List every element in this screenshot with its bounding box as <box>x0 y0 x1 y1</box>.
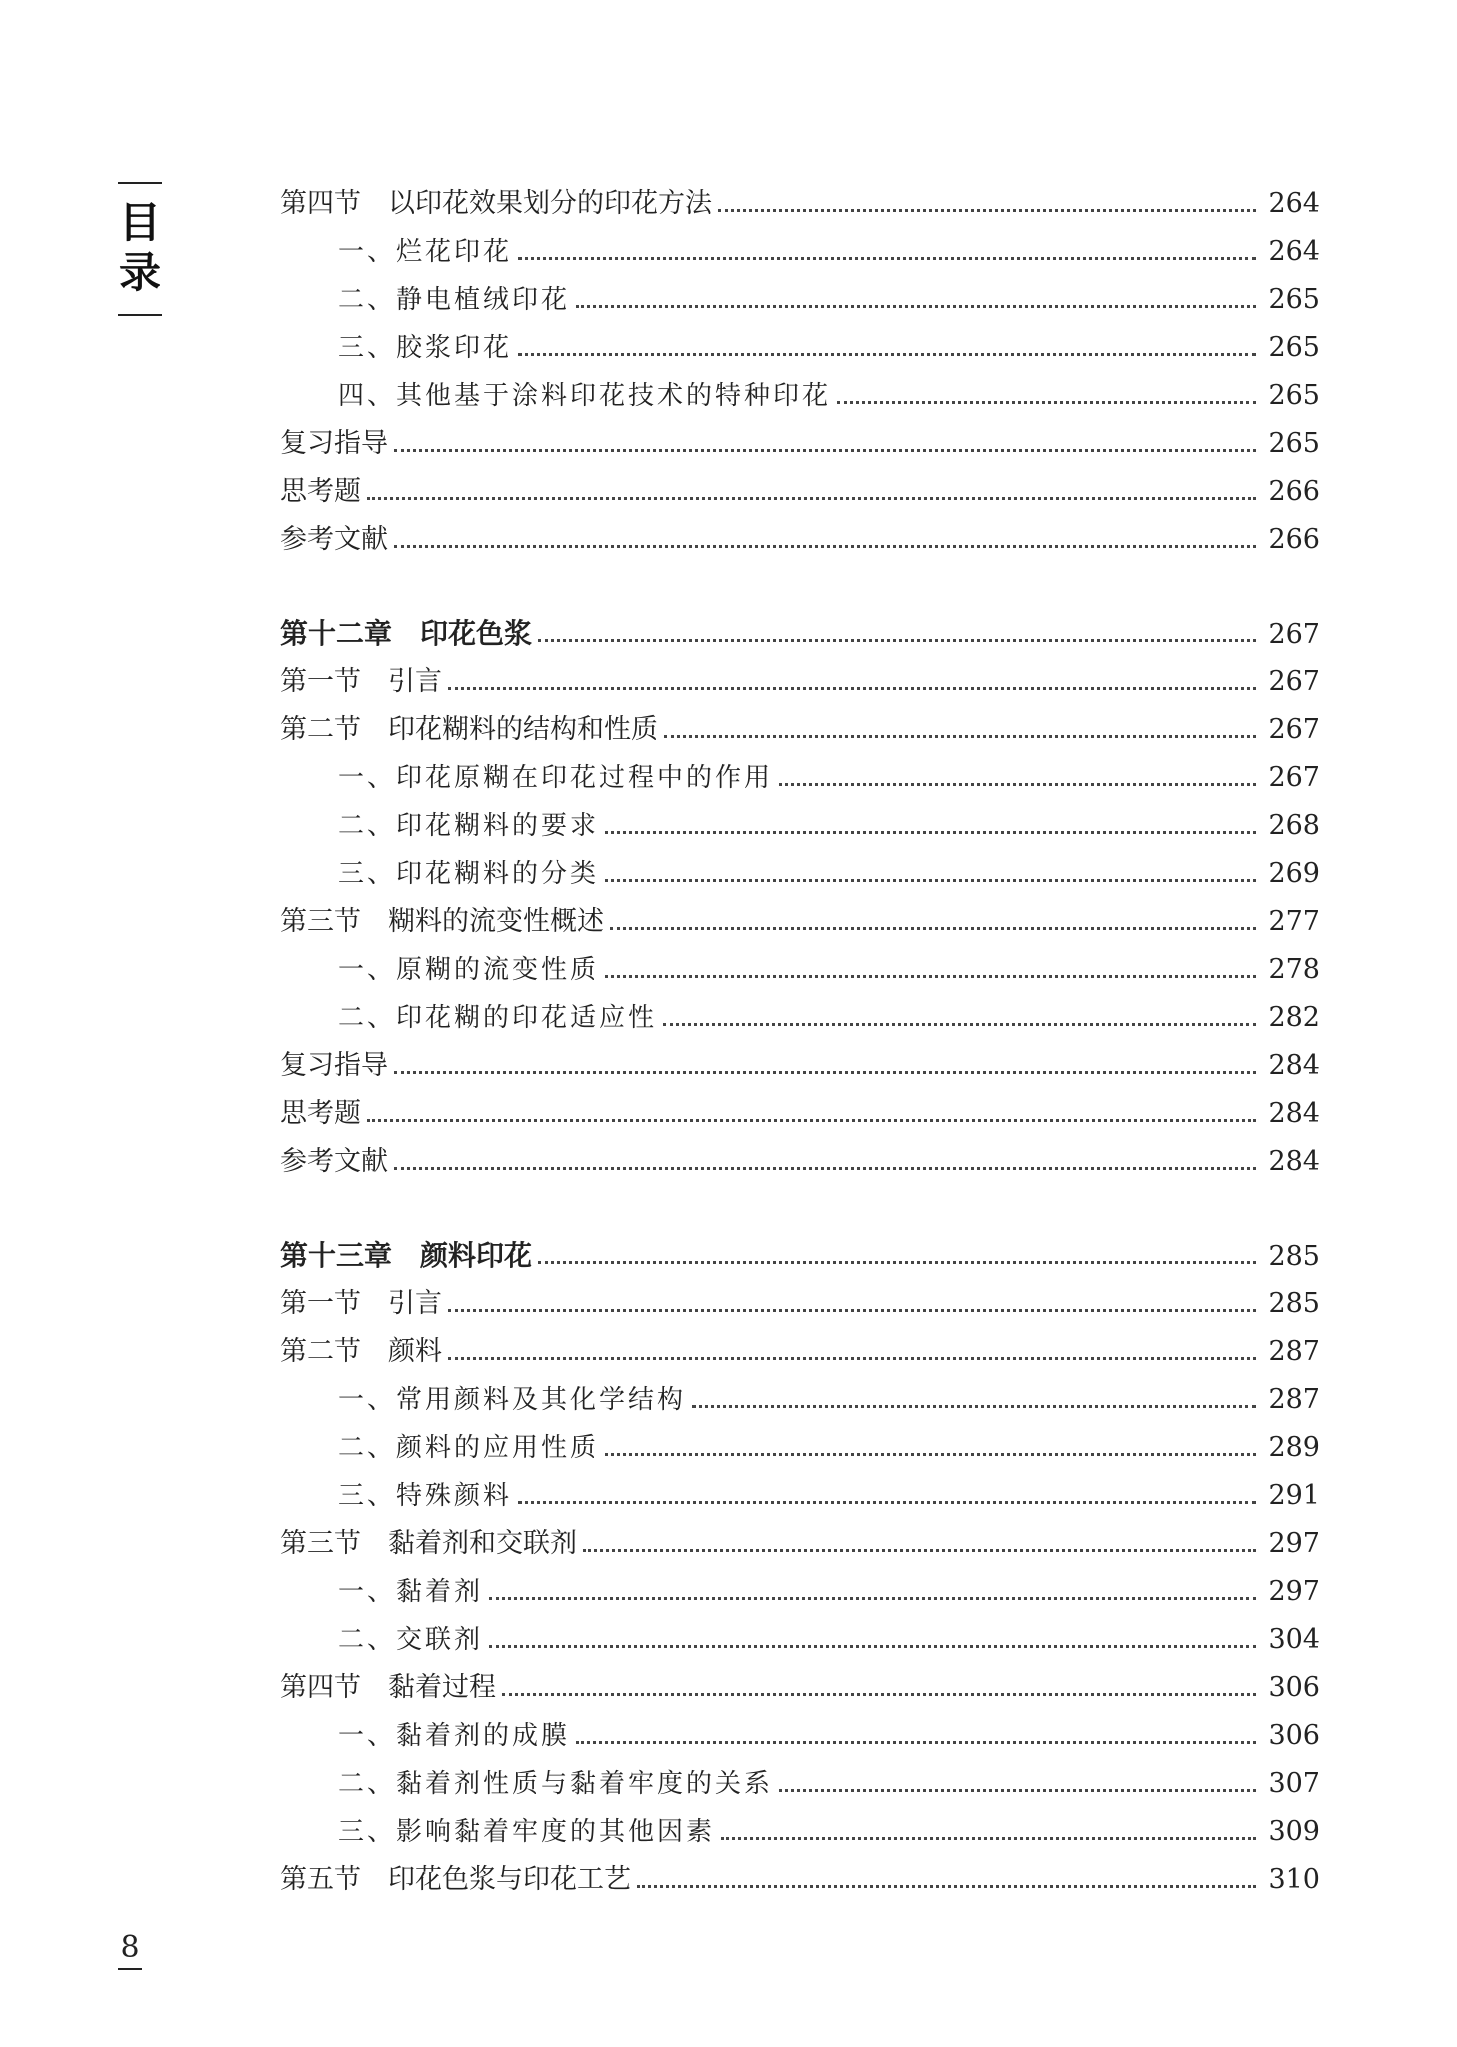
dot-leader <box>664 735 1256 738</box>
dot-leader <box>367 497 1256 500</box>
toc-section-entry[interactable] <box>280 516 1320 564</box>
dot-leader <box>605 831 1256 834</box>
toc-entry-page: 264 <box>1268 236 1320 267</box>
dot-leader <box>538 1261 1256 1264</box>
dot-leader <box>394 1167 1256 1170</box>
toc-entry-page: 277 <box>1268 906 1320 937</box>
toc-entry-page: 309 <box>1268 1816 1320 1847</box>
toc-subsection-entry[interactable] <box>280 1472 1320 1520</box>
toc-entry-title: 思考题 <box>280 1098 361 1129</box>
toc-subsection-entry[interactable] <box>280 228 1320 276</box>
toc-entry-title: 第四节 以印花效果划分的印花方法 <box>280 188 712 219</box>
toc-entry-title: 参考文献 <box>280 1146 388 1177</box>
toc-subsection-entry[interactable] <box>280 994 1320 1042</box>
toc-entry-page: 287 <box>1268 1384 1320 1415</box>
toc-section-entry[interactable] <box>280 180 1320 228</box>
toc-entry-page: 269 <box>1268 858 1320 889</box>
dot-leader <box>576 1741 1256 1744</box>
dot-leader <box>518 257 1256 260</box>
toc-entry-title: 第二节 颜料 <box>280 1336 442 1367</box>
toc-entry-title: 第十二章 印花色浆 <box>280 617 533 650</box>
toc-chapter-entry[interactable] <box>280 1232 1320 1280</box>
dot-leader <box>605 975 1256 978</box>
toc-section-entry[interactable] <box>280 898 1320 946</box>
toc-entry-title: 第三节 糊料的流变性概述 <box>280 906 604 937</box>
toc-entry-page: 265 <box>1268 284 1320 315</box>
toc-entry-page: 265 <box>1268 428 1320 459</box>
toc-entry-page: 287 <box>1268 1336 1320 1367</box>
toc-subsection-entry[interactable] <box>280 276 1320 324</box>
toc-section-entry[interactable] <box>280 706 1320 754</box>
toc-section-entry[interactable] <box>280 1280 1320 1328</box>
toc-entry-title: 参考文献 <box>280 524 388 555</box>
toc-entry-title: 第十三章 颜料印花 <box>280 1239 533 1272</box>
dot-leader <box>394 449 1256 452</box>
dot-leader <box>605 1453 1256 1456</box>
toc-entry-page: 267 <box>1268 714 1320 745</box>
toc-entry-page: 266 <box>1268 476 1320 507</box>
toc-entry-page: 307 <box>1268 1768 1320 1799</box>
toc-entry-page: 304 <box>1268 1624 1320 1655</box>
toc-section-entry[interactable] <box>280 1856 1320 1904</box>
toc-subsection-entry[interactable] <box>280 1760 1320 1808</box>
toc-entry-title: 三、特殊颜料 <box>338 1481 513 1511</box>
dot-leader <box>448 687 1256 690</box>
section-gap <box>280 1186 1320 1232</box>
toc-subsection-entry[interactable] <box>280 1568 1320 1616</box>
dot-leader <box>538 639 1256 642</box>
dot-leader <box>518 353 1256 356</box>
toc-entry-page: 289 <box>1268 1432 1320 1463</box>
toc-entry-page: 282 <box>1268 1002 1320 1033</box>
toc-chapter-entry[interactable] <box>280 610 1320 658</box>
toc-entry-title: 一、烂花印花 <box>338 237 513 267</box>
toc-entry-title: 复习指导 <box>280 1050 388 1081</box>
dot-leader <box>502 1693 1256 1696</box>
toc-subsection-entry[interactable] <box>280 1616 1320 1664</box>
toc-subsection-entry[interactable] <box>280 802 1320 850</box>
toc-entry-title: 二、交联剂 <box>338 1625 484 1655</box>
toc-entry-page: 265 <box>1268 380 1320 411</box>
toc-entry-page: 297 <box>1268 1528 1320 1559</box>
toc-entry-page: 267 <box>1268 762 1320 793</box>
toc-entry-title: 三、影响黏着牢度的其他因素 <box>338 1817 716 1847</box>
toc-entry-page: 310 <box>1268 1864 1320 1895</box>
toc-entry-title: 三、胶浆印花 <box>338 333 513 363</box>
toc-entry-title: 二、黏着剂性质与黏着牢度的关系 <box>338 1769 774 1799</box>
toc-entry-page: 285 <box>1268 1241 1320 1272</box>
dot-leader <box>663 1023 1256 1026</box>
dot-leader <box>448 1309 1256 1312</box>
toc-entry-page: 284 <box>1268 1050 1320 1081</box>
toc-entry-title: 四、其他基于涂料印花技术的特种印花 <box>338 381 832 411</box>
dot-leader <box>394 1071 1256 1074</box>
page-number: 8 <box>118 1930 142 1970</box>
toc-entry-page: 266 <box>1268 524 1320 555</box>
toc-entry-page: 285 <box>1268 1288 1320 1319</box>
toc-subsection-entry[interactable] <box>280 1376 1320 1424</box>
dot-leader <box>448 1357 1256 1360</box>
toc-entry-page: 284 <box>1268 1098 1320 1129</box>
toc-side-title <box>118 182 162 316</box>
toc-subsection-entry[interactable] <box>280 850 1320 898</box>
dot-leader <box>605 879 1256 882</box>
toc-entry-page: 278 <box>1268 954 1320 985</box>
toc-section-entry[interactable] <box>280 1138 1320 1186</box>
toc-entry-title: 一、原糊的流变性质 <box>338 955 600 985</box>
toc-subsection-entry[interactable] <box>280 1712 1320 1760</box>
toc-entry-page: 297 <box>1268 1576 1320 1607</box>
dot-leader <box>610 927 1256 930</box>
toc-subsection-entry[interactable] <box>280 1424 1320 1472</box>
toc-subsection-entry[interactable] <box>280 324 1320 372</box>
dot-leader <box>394 545 1256 548</box>
toc-subsection-entry[interactable] <box>280 1808 1320 1856</box>
toc-entry-title: 第三节 黏着剂和交联剂 <box>280 1528 577 1559</box>
section-gap <box>280 564 1320 610</box>
toc-entry-page: 306 <box>1268 1672 1320 1703</box>
toc-subsection-entry[interactable] <box>280 372 1320 420</box>
toc-entry-title: 一、常用颜料及其化学结构 <box>338 1385 687 1415</box>
toc-entry-title: 第五节 印花色浆与印花工艺 <box>280 1864 631 1895</box>
dot-leader <box>367 1119 1256 1122</box>
toc-entry-page: 265 <box>1268 332 1320 363</box>
toc-section-entry[interactable] <box>280 420 1320 468</box>
toc-entry-page: 267 <box>1268 666 1320 697</box>
toc-section-entry[interactable] <box>280 1090 1320 1138</box>
toc-entry-page: 264 <box>1268 188 1320 219</box>
dot-leader <box>779 783 1256 786</box>
toc-entry-title: 第一节 引言 <box>280 666 442 697</box>
dot-leader <box>489 1645 1256 1648</box>
toc-entry-page: 267 <box>1268 619 1320 650</box>
toc-entry-title: 二、印花糊料的要求 <box>338 811 600 841</box>
toc-entry-title: 第二节 印花糊料的结构和性质 <box>280 714 658 745</box>
dot-leader <box>718 209 1256 212</box>
toc-section-entry[interactable] <box>280 468 1320 516</box>
side-title-char-2: 录 <box>118 248 161 297</box>
toc-entry-title: 第四节 黏着过程 <box>280 1672 496 1703</box>
toc-entry-title: 一、印花原糊在印花过程中的作用 <box>338 763 774 793</box>
toc-section-entry[interactable] <box>280 658 1320 706</box>
dot-leader <box>637 1885 1256 1888</box>
toc-entry-title: 思考题 <box>280 476 361 507</box>
toc-entry-title: 复习指导 <box>280 428 388 459</box>
toc-entry-title: 二、静电植绒印花 <box>338 285 571 315</box>
dot-leader <box>692 1405 1256 1408</box>
dot-leader <box>489 1597 1256 1600</box>
dot-leader <box>837 401 1256 404</box>
toc-entry-page: 291 <box>1268 1480 1320 1511</box>
toc-entry-title: 三、印花糊料的分类 <box>338 859 600 889</box>
toc-entry-title: 第一节 引言 <box>280 1288 442 1319</box>
dot-leader <box>583 1549 1256 1552</box>
dot-leader <box>721 1837 1256 1840</box>
toc-section-entry[interactable] <box>280 1042 1320 1090</box>
side-title-char-1: 目 <box>118 198 161 247</box>
dot-leader <box>518 1501 1256 1504</box>
toc-entry-page: 306 <box>1268 1720 1320 1751</box>
toc-subsection-entry[interactable] <box>280 754 1320 802</box>
toc-section-entry[interactable] <box>280 1664 1320 1712</box>
toc-subsection-entry[interactable] <box>280 946 1320 994</box>
dot-leader <box>779 1789 1256 1792</box>
table-of-contents <box>280 180 1320 1904</box>
dot-leader <box>576 305 1256 308</box>
toc-entry-title: 二、印花糊的印花适应性 <box>338 1003 658 1033</box>
toc-entry-page: 268 <box>1268 810 1320 841</box>
toc-section-entry[interactable] <box>280 1328 1320 1376</box>
toc-entry-title: 二、颜料的应用性质 <box>338 1433 600 1463</box>
toc-entry-title: 一、黏着剂 <box>338 1577 484 1607</box>
toc-entry-title: 一、黏着剂的成膜 <box>338 1721 571 1751</box>
toc-entry-page: 284 <box>1268 1146 1320 1177</box>
toc-section-entry[interactable] <box>280 1520 1320 1568</box>
